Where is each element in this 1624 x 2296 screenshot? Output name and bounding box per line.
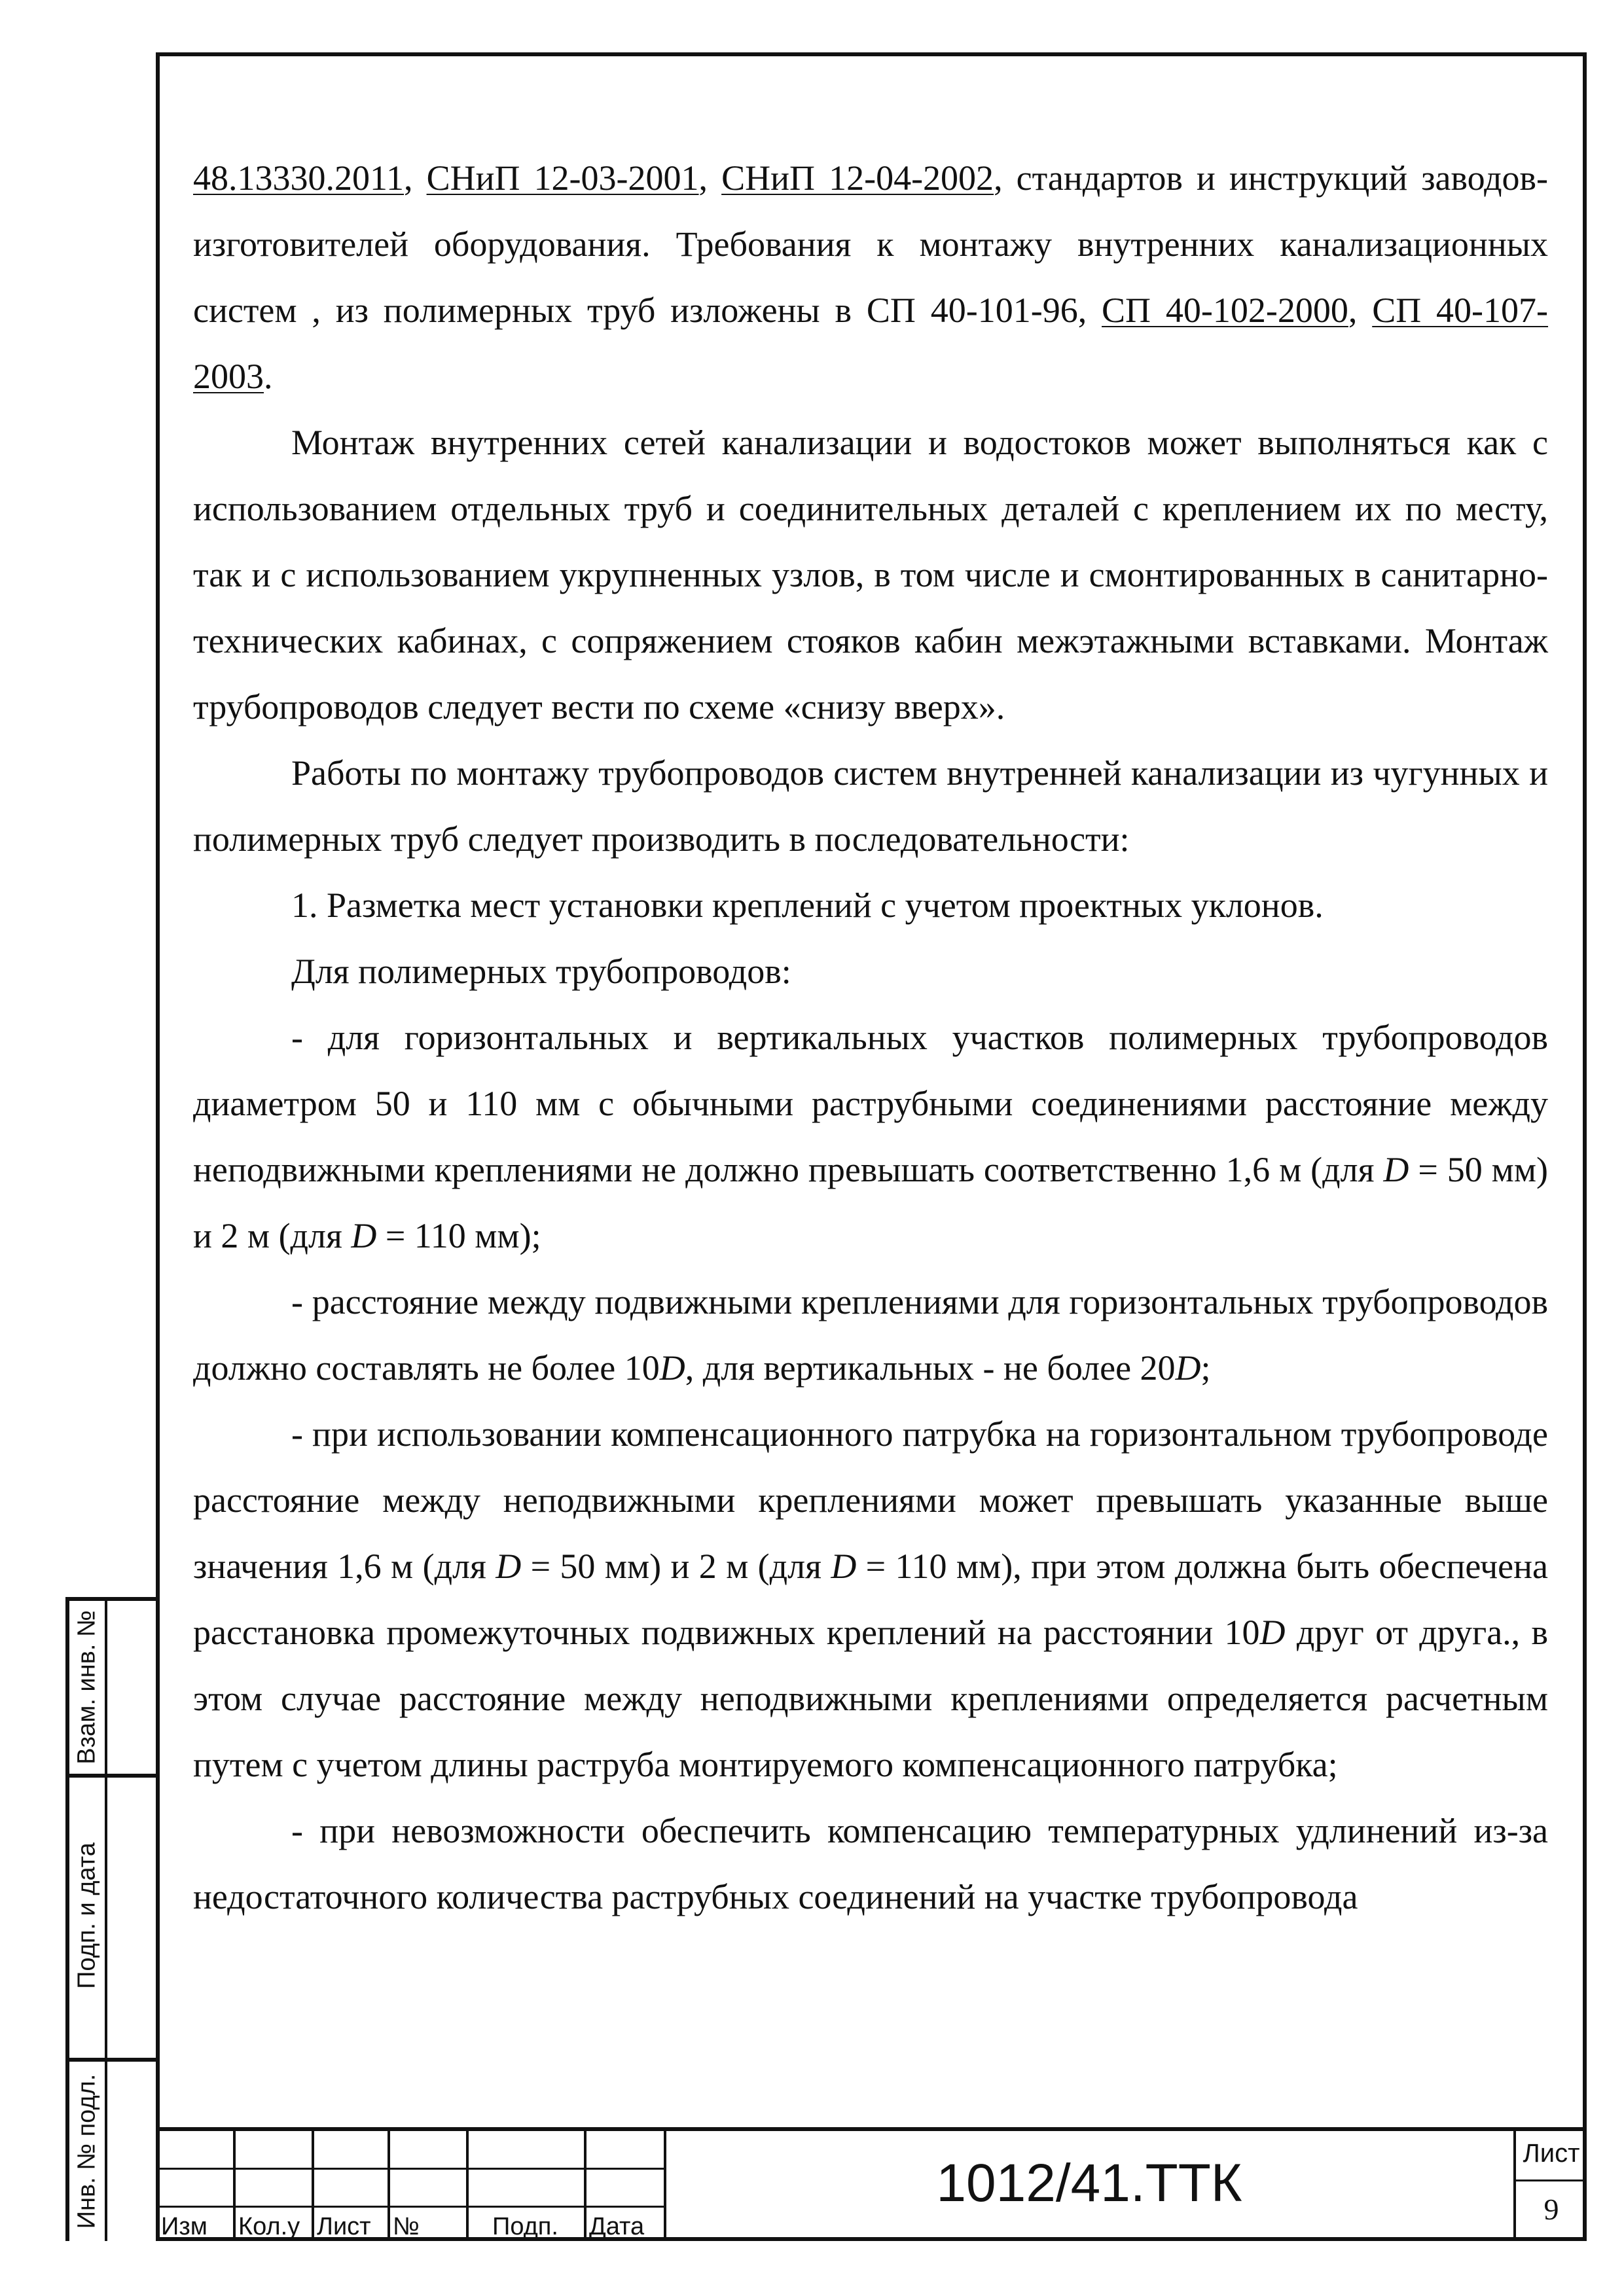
bullet-text: = 50 мм) и 2 м (для [193, 1150, 1548, 1255]
document-body [193, 145, 1548, 1930]
bullet-text: ; [1200, 1348, 1211, 1388]
bullet-item [193, 1005, 1548, 1269]
side-stamp-inv-label: Инв. № подл. [73, 2073, 101, 2229]
document-code: 1012/41.ТТК [936, 2153, 1242, 2213]
subheading: Для полимерных трубопроводов: [291, 952, 791, 991]
variable-d: D [831, 1547, 857, 1586]
list-item: 1. Разметка мест установки креплений с учетом проектных уклонов. [291, 886, 1324, 925]
title-block-row-line [1513, 2179, 1587, 2181]
col-izm-label: Изм [161, 2213, 208, 2240]
variable-d: D [1259, 1613, 1286, 1652]
norm-reference: 48.13330.2011 [193, 158, 404, 198]
col-number-label: № [393, 2213, 420, 2240]
norm-reference: СП 40-102-2000 [1102, 291, 1348, 330]
bullet-item [193, 1269, 1548, 1401]
paragraph-end: . [264, 357, 273, 396]
col-podp-label: Подп. [492, 2213, 558, 2240]
col-list-label: Лист [317, 2213, 371, 2240]
sheet-number: 9 [1543, 2193, 1559, 2226]
bullet-text: = 110 мм), при этом должна быть обеспечена расстановка промежуточных подвижных креплений на расстоянии 10 [193, 1547, 1549, 1652]
side-stamp [65, 1597, 156, 2241]
bullet-text: - при использовании компенсационного патрубка на горизонтальном трубопроводе расстояние между неподвижными креплениями может превышать указанные выше значения 1,6 м (для [193, 1414, 1548, 1586]
variable-d: D [496, 1547, 522, 1586]
side-stamp-podp-label: Подп. и дата [73, 1842, 101, 1989]
bullet-text: друг от друга., в этом случае расстояние между неподвижными креплениями определяется расчетным путем с учетом длины раструба монтируемого компенсационного патрубка; [193, 1613, 1548, 1784]
side-stamp-vzam-label: Взам. инв. № [73, 1610, 101, 1765]
variable-d: D [1383, 1150, 1409, 1189]
separator: , [404, 158, 427, 198]
paragraph [193, 145, 1548, 410]
separator: , [698, 158, 722, 198]
paragraph: Работы по монтажу трубопроводов систем внутренней канализации из чугунных и полимерных труб следует производить в последовательности: [193, 753, 1548, 859]
variable-d: D [1175, 1348, 1201, 1388]
norm-reference: СП 40-107-2003 [193, 291, 1549, 396]
bullet-text: , для вертикальных - не более 20 [685, 1348, 1176, 1388]
variable-d: D [659, 1348, 685, 1388]
paragraph: Монтаж внутренних сетей канализации и водостоков может выполняться как с использованием отдельных труб и соединительных деталей с креплением их по месту, так и с использованием укрупненных узлов, в том числе и смонтированных в санитарно-технических кабинах, с сопряжением стояков кабин межэтажными вставками. Монтаж трубопроводов следует вести по схеме «снизу вверх». [193, 423, 1548, 726]
norm-reference: СНиП 12-04-2002 [721, 158, 994, 198]
bullet-text: = 50 мм) и 2 м (для [521, 1547, 831, 1586]
bullet-text: - расстояние между подвижными креплениями для горизонтальных трубопроводов должно составлять не более 10 [193, 1282, 1548, 1388]
sheet-label: Лист [1523, 2139, 1580, 2168]
side-stamp-divider [105, 1601, 107, 2241]
col-data-label: Дата [589, 2213, 645, 2240]
bullet-text: = 110 мм); [376, 1216, 541, 1255]
col-kolu-label: Кол.у [238, 2213, 300, 2240]
bullet-text: - для горизонтальных и вертикальных участков полимерных трубопроводов диаметром 50 и 110 мм с обычными раструбными соединениями расстояние между неподвижными креплениями не должно превышать соответственно 1,6 м (для [193, 1018, 1548, 1189]
norm-reference: СНиП 12-03-2001 [426, 158, 699, 198]
separator: , [1348, 291, 1373, 330]
title-block-row-line [156, 2206, 666, 2208]
bullet-item: - при невозможности обеспечить компенсацию температурных удлинений из-за недостаточного количества раструбных соединений на участке трубопровода [193, 1811, 1548, 1916]
bullet-item [193, 1401, 1548, 1798]
variable-d: D [351, 1216, 377, 1255]
title-block [156, 2127, 1587, 2241]
title-block-row-line [156, 2168, 666, 2170]
paragraph-text: , стандартов и инструкций заводов-изготовителей оборудования. Требования к монтажу внутренних канализационных систем , из полимерных труб изложены в СП 40-101-96, [193, 158, 1549, 330]
